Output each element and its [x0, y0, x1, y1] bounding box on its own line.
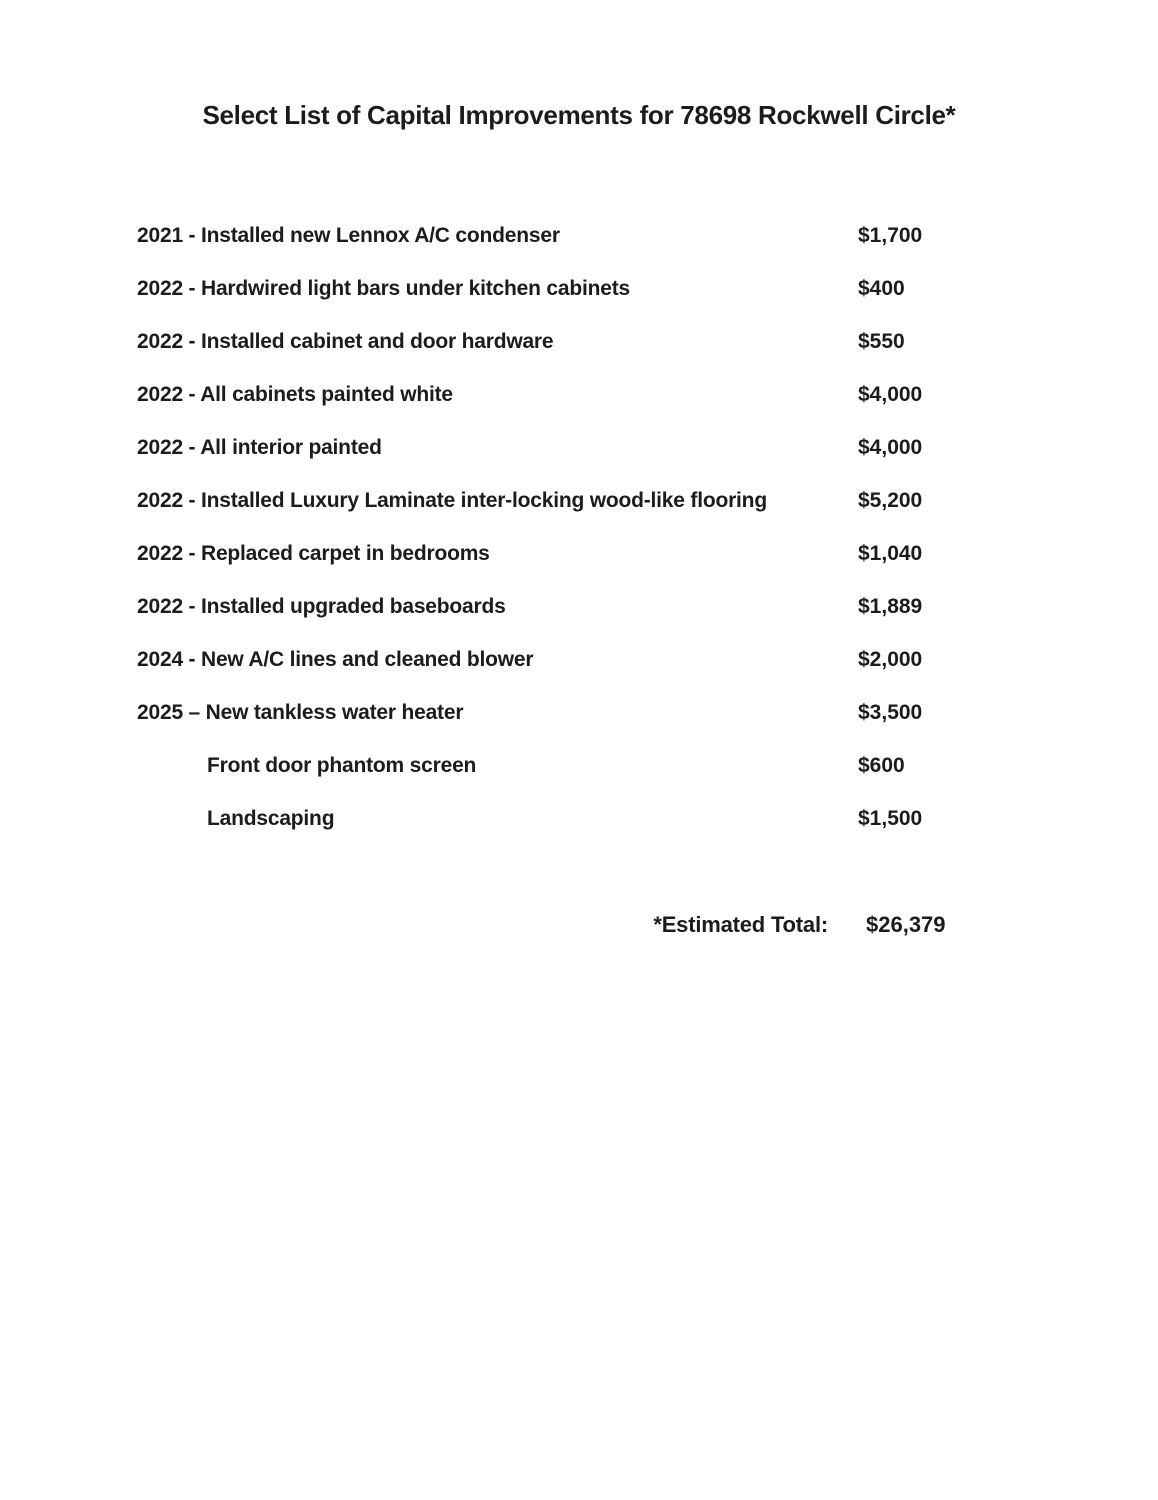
item-label: 2024 - New A/C lines and cleaned blower — [137, 647, 534, 671]
item-amount: $1,889 — [858, 594, 923, 618]
item-label: 2022 - Installed upgraded baseboards — [137, 594, 506, 618]
page-title: Select List of Capital Improvements for 78698 Rockwell Circle* — [202, 100, 956, 130]
item-amount: $400 — [858, 276, 905, 300]
item-amount: $2,000 — [858, 647, 923, 671]
item-label: 2021 - Installed new Lennox A/C condenser — [137, 223, 560, 247]
list-item — [0, 792, 1158, 845]
list-item — [0, 474, 1158, 527]
list-item — [0, 315, 1158, 368]
item-amount: $3,500 — [858, 700, 923, 724]
item-amount: $4,000 — [858, 382, 923, 406]
item-label: 2022 - Hardwired light bars under kitchen cabinets — [137, 276, 630, 300]
list-item — [0, 580, 1158, 633]
estimated-total-label: *Estimated Total: — [653, 911, 828, 937]
item-amount: $5,200 — [858, 488, 923, 512]
item-label: Landscaping — [207, 806, 335, 830]
list-item — [0, 739, 1158, 792]
item-label: Front door phantom screen — [207, 753, 477, 777]
item-label: 2022 - Installed cabinet and door hardware — [137, 329, 554, 353]
item-amount: $4,000 — [858, 435, 923, 459]
estimated-total-amount: $26,379 — [866, 911, 946, 937]
item-label: 2022 - All interior painted — [137, 435, 382, 459]
item-amount: $600 — [858, 753, 905, 777]
list-item — [0, 368, 1158, 421]
item-amount: $1,500 — [858, 806, 923, 830]
item-label: 2025 – New tankless water heater — [137, 700, 464, 724]
item-amount: $1,040 — [858, 541, 923, 565]
list-item — [0, 686, 1158, 739]
list-item — [0, 421, 1158, 474]
item-label: 2022 - Installed Luxury Laminate inter-locking wood-like flooring — [137, 488, 767, 512]
improvement-list — [0, 209, 1158, 845]
list-item — [0, 527, 1158, 580]
item-amount: $1,700 — [858, 223, 923, 247]
list-item — [0, 209, 1158, 262]
list-item — [0, 262, 1158, 315]
item-label: 2022 - Replaced carpet in bedrooms — [137, 541, 490, 565]
list-item — [0, 633, 1158, 686]
estimated-total-row — [0, 898, 1158, 951]
item-label: 2022 - All cabinets painted white — [137, 382, 453, 406]
item-amount: $550 — [858, 329, 905, 353]
